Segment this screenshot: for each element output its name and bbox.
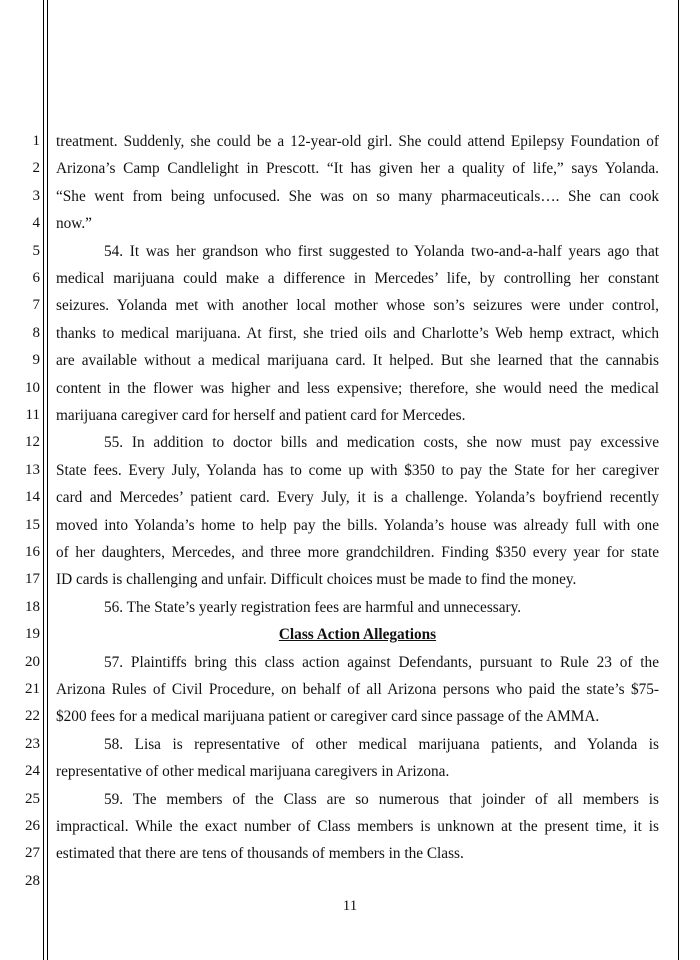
page-number: 11 [342, 898, 358, 914]
line-number: 28 [25, 872, 40, 889]
line-number: 21 [25, 681, 40, 697]
line-number: 6 [32, 270, 40, 286]
line-number: 27 [25, 845, 40, 862]
line-number: 2 [32, 160, 40, 177]
line-number: 4 [32, 215, 40, 232]
text-line: ID cards is challenging and unfair. Difficult choices must be made to find the money. [56, 571, 577, 589]
line-number: 26 [25, 818, 40, 834]
text-line: of her daughters, Mercedes, and three more grandchildren. Finding $350 every year for state [56, 544, 659, 561]
line-number: 16 [25, 544, 40, 560]
text-line: 55. In addition to doctor bills and medication costs, she now must pay excessive [104, 434, 659, 452]
line-number: 19 [25, 626, 40, 643]
text-line: Arizona Rules of Civil Procedure, on behalf of all Arizona persons who paid the state’s $75- [56, 681, 659, 698]
section-heading-text: Class Action Allegations [278, 626, 437, 644]
line-number: 9 [32, 352, 40, 369]
line-number: 14 [25, 489, 40, 506]
text-line: medical marijuana could make a difference in Mercedes’ life, by controlling her constant [56, 270, 659, 287]
line-number: 3 [32, 187, 40, 204]
text-line [56, 868, 659, 895]
right-margin-rule [678, 0, 679, 960]
line-number: 24 [25, 763, 40, 780]
left-margin-rule-inner [47, 0, 48, 960]
text-line: 57. Plaintiffs bring this class action against Defendants, pursuant to Rule 23 of the [104, 653, 659, 671]
text-line: Arizona’s Camp Candlelight in Prescott. “It has given her a quality of life,” says Yolanda. [56, 160, 659, 178]
section-heading [56, 621, 659, 648]
line-number: 15 [25, 516, 40, 533]
line-number: 20 [25, 653, 40, 670]
text-line: $200 fees for a medical marijuana patient or caregiver card since passage of the AMMA. [56, 708, 600, 726]
line-number: 12 [25, 434, 40, 451]
line-number: 22 [25, 708, 40, 725]
text-line: impractical. While the exact number of Class members is unknown at the present time, it is [56, 818, 659, 835]
text-line: representative of other medical marijuana caregivers in Arizona. [56, 763, 450, 781]
text-line: “She went from being unfocused. She was on so many pharmaceuticals…. She can cook [56, 187, 659, 205]
text-line: card and Mercedes’ patient card. Every July, it is a challenge. Yolanda’s boyfriend recently [56, 489, 659, 507]
text-line: 58. Lisa is representative of other medical marijuana patients, and Yolanda is [104, 735, 659, 753]
text-line: thanks to medical marijuana. At first, she tried oils and Charlotte’s Web hemp extract, which [56, 324, 659, 342]
text-line: State fees. Every July, Yolanda has to come up with $350 to pay the State for her caregiver [56, 461, 659, 479]
text-line: are available without a medical marijuana card. It helped. But she learned that the cannabis [56, 352, 659, 370]
line-number: 18 [25, 598, 40, 615]
text-line: now.” [56, 215, 92, 233]
text-line: 54. It was her grandson who first suggested to Yolanda two-and-a-half years ago that [104, 242, 659, 260]
line-number: 10 [25, 379, 40, 396]
text-line: moved into Yolanda’s home to help pay the bills. Yolanda’s house was already full with one [56, 516, 659, 534]
line-number: 11 [25, 407, 40, 423]
text-line: marijuana caregiver card for herself and patient card for Mercedes. [56, 407, 466, 424]
line-number: 17 [25, 571, 40, 588]
line-number: 23 [25, 735, 40, 752]
line-number: 8 [32, 324, 40, 341]
text-line: estimated that there are tens of thousands of members in the Class. [56, 845, 464, 863]
left-margin-rule [43, 0, 44, 960]
text-line: treatment. Suddenly, she could be a 12-year-old girl. She could attend Epilepsy Foundation of [56, 133, 659, 150]
text-line: seizures. Yolanda met with another local mother whose son’s seizures were under control, [56, 297, 659, 315]
line-number: 25 [25, 790, 40, 807]
text-line: content in the flower was higher and less expensive; therefore, she would need the medical [56, 379, 659, 397]
line-number: 5 [32, 242, 40, 259]
line-number: 7 [32, 297, 40, 314]
text-line: 56. The State’s yearly registration fees are harmful and unnecessary. [104, 598, 522, 616]
text-line: 59. The members of the Class are so numerous that joinder of all members is [104, 790, 659, 808]
line-number: 13 [25, 461, 40, 478]
line-number: 1 [32, 133, 40, 149]
